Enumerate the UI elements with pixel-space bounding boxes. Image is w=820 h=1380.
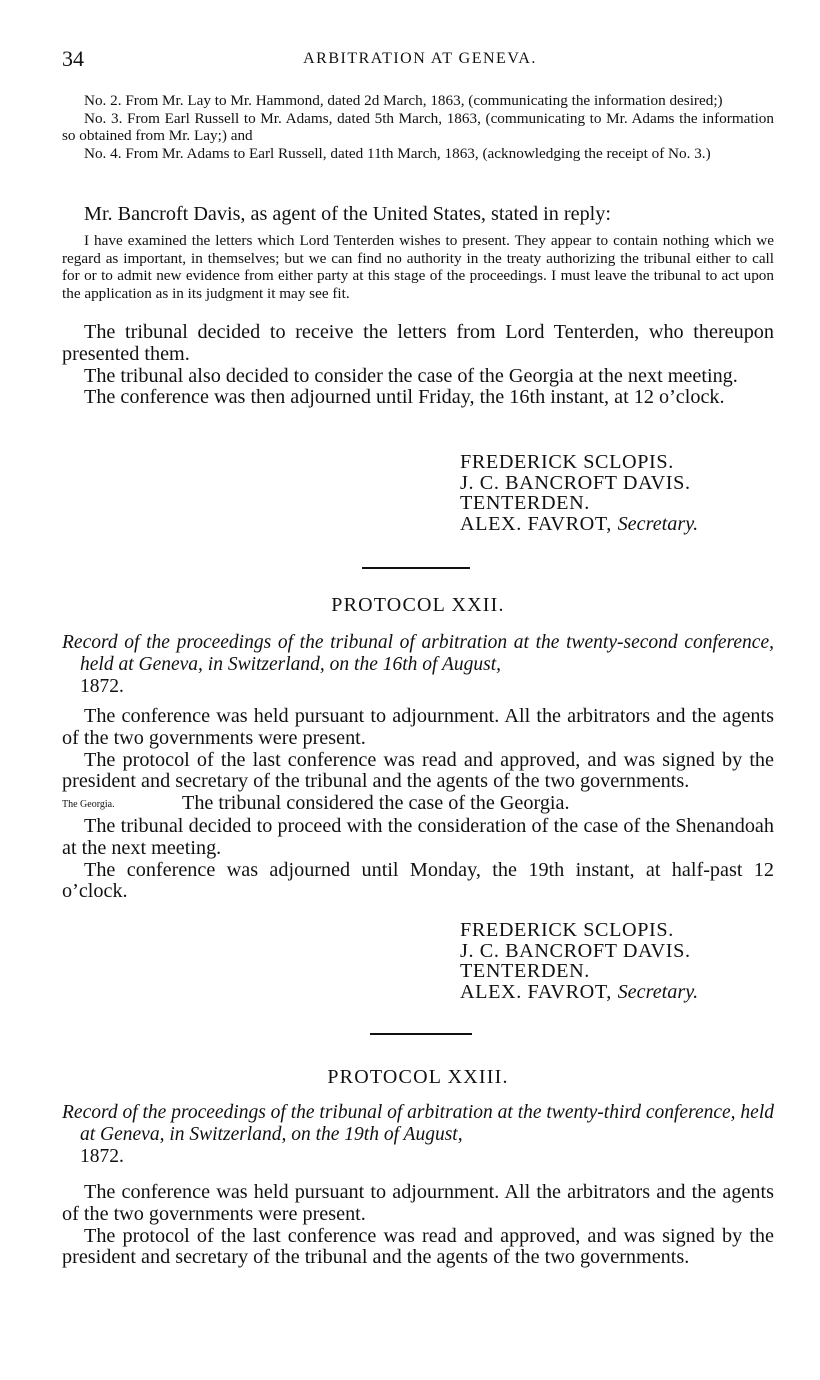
- protocol-title: PROTOCOL XXIII.: [327, 1066, 509, 1088]
- signature-line: FREDERICK SCLOPIS.: [460, 451, 674, 473]
- signature-line: ALEX. FAVROT, Secretary.: [460, 512, 699, 535]
- reply-quote: I have examined the letters which Lord Tenterden wishes to present. They appear to contain nothing which we regard as important, in themselves; but we can find no authority in the treaty authorizing the tribunal either to call for or to admit new evidence from either party at this stage of the proceedings. I must leave the tribunal to act upon the application as in its judgment it may see fit.: [62, 232, 774, 302]
- paragraph: The tribunal decided to proceed with the consideration of the case of the Shenandoah at the next meeting.: [62, 814, 774, 859]
- paragraph: The protocol of the last conference was read and approved, and was signed by the president and secretary of the tribunal and the agents of the two governments.: [62, 1224, 774, 1269]
- protocol-xxii-body: [62, 706, 774, 903]
- paragraph-with-margin-note: The Georgia. The tribunal considered the case of the Georgia.: [62, 792, 570, 815]
- signature-line: TENTERDEN.: [460, 492, 590, 515]
- protocol-xxiii-body: [62, 1182, 774, 1269]
- paragraph: The conference was held pursuant to adjournment. All the arbitrators and the agents of the two governments were present.: [62, 1181, 774, 1225]
- letter-item: No. 3. From Earl Russell to Mr. Adams, dated 5th March, 1863, (communicating to Mr. Adams the information so obtained from Mr. Lay;) and: [62, 109, 774, 145]
- letter-item: No. 4. From Mr. Adams to Earl Russell, dated 11th March, 1863, (acknowledging the receipt of No. 3.): [84, 144, 711, 162]
- record-heading: Record of the proceedings of the tribunal of arbitration at the twenty-third conference, held at Geneva, in Switzerland, on the 19th of August, 1872.: [62, 1102, 774, 1167]
- margin-note: The Georgia.: [62, 799, 115, 811]
- page-header: [62, 46, 778, 74]
- signature-line: TENTERDEN.: [460, 960, 590, 983]
- secretary-title: Secretary.: [617, 512, 699, 535]
- paragraph: The conference was held pursuant to adjournment. All the arbitrators and the agents of the two governments were present.: [62, 705, 774, 749]
- signature-line: J. C. BANCROFT DAVIS.: [460, 939, 691, 962]
- reply-intro: Mr. Bancroft Davis, as agent of the United States, stated in reply:: [84, 203, 611, 225]
- record-heading: Record of the proceedings of the tribunal of arbitration at the twenty-second conference, held at Geneva, in Switzerland, on the 16th of August, 1872.: [62, 632, 774, 697]
- signature-line: FREDERICK SCLOPIS.: [460, 919, 674, 941]
- paragraph: The conference was adjourned until Monday, the 19th instant, at half-past 12 o’clock.: [62, 858, 774, 903]
- section-divider: [370, 1033, 472, 1035]
- letters-list: [62, 92, 774, 162]
- paragraph: The protocol of the last conference was read and approved, and was signed by the president and secretary of the tribunal and the agents of the two governments.: [62, 748, 774, 793]
- signature-line: J. C. BANCROFT DAVIS.: [460, 471, 691, 494]
- signature-line: ALEX. FAVROT, Secretary.: [460, 980, 699, 1003]
- paragraph: The conference was then adjourned until Friday, the 16th instant, at 12 o’clock.: [84, 386, 725, 409]
- running-head: ARBITRATION AT GENEVA.: [303, 50, 537, 67]
- paragraph: The tribunal also decided to consider the case of the Georgia at the next meeting.: [84, 364, 738, 387]
- signature-block: [460, 920, 780, 1002]
- signature-block: [460, 452, 780, 534]
- section1-body: [62, 322, 774, 409]
- protocol-title: PROTOCOL XXII.: [331, 594, 505, 616]
- section-divider: [362, 567, 470, 569]
- secretary-title: Secretary.: [617, 980, 699, 1003]
- letter-item: No. 2. From Mr. Lay to Mr. Hammond, dated 2d March, 1863, (communicating the information desired;): [84, 92, 723, 109]
- paragraph: The tribunal decided to receive the letters from Lord Tenterden, who thereupon presented them.: [62, 321, 774, 365]
- page-number: 34: [62, 46, 84, 71]
